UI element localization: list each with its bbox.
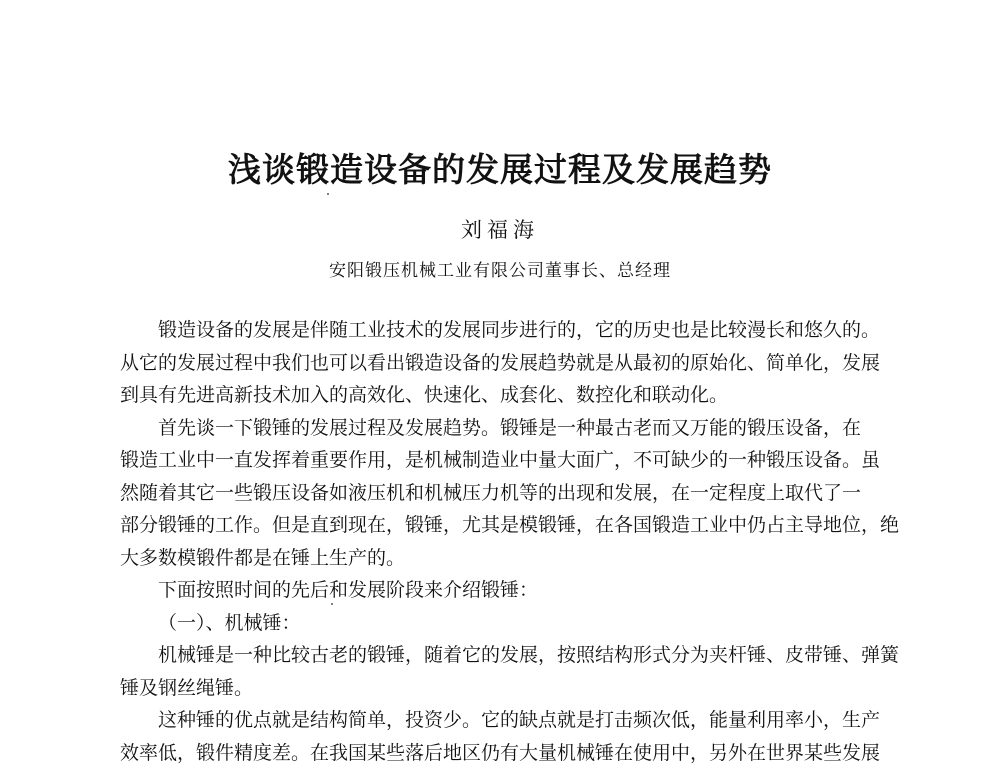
body-line: 从它的发展过程中我们也可以看出锻造设备的发展趋势就是从最初的原始化、简单化，发展 <box>120 347 900 380</box>
body-line: 部分锻锤的工作。但是直到现在，锻锤，尤其是模锻锤，在各国锻造工业中仍占主导地位，绝 <box>120 509 900 542</box>
body-line: 然随着其它一些锻压设备如液压机和机械压力机等的出现和发展，在一定程度上取代了一 <box>120 477 900 510</box>
body-line: 锤及钢丝绳锤。 <box>120 672 900 705</box>
scan-speck <box>327 193 329 195</box>
body-line: 首先谈一下锻锤的发展过程及发展趋势。锻锤是一种最古老而又万能的锻压设备，在 <box>120 412 900 445</box>
body-line: 这种锤的优点就是结构简单，投资少。它的缺点就是打击频次低，能量利用率小，生产 <box>120 704 900 737</box>
body-line: 效率低，锻件精度差。在我国某些落后地区仍有大量机械锤在使用中，另外在世界某些发展 <box>120 737 900 769</box>
body-line: 机械锤是一种比较古老的锻锤，随着它的发展，按照结构形式分为夹杆锤、皮带锤、弹簧 <box>120 639 900 672</box>
body-line: 锻造设备的发展是伴随工业技术的发展同步进行的，它的历史也是比较漫长和悠久的。 <box>120 314 900 347</box>
body-line: 到具有先进高新技术加入的高效化、快速化、成套化、数控化和联动化。 <box>120 379 900 412</box>
body-line: 锻造工业中一直发挥着重要作用，是机械制造业中量大面广，不可缺少的一种锻压设备。虽 <box>120 444 900 477</box>
section-heading: （一）、机械锤： <box>120 607 900 640</box>
author-name: 刘福海 <box>0 214 1000 244</box>
author-affiliation: 安阳锻压机械工业有限公司董事长、总经理 <box>0 256 1000 281</box>
paper-title: 浅谈锻造设备的发展过程及发展趋势 <box>0 144 1000 191</box>
body-line: 下面按照时间的先后和发展阶段来介绍锻锤： <box>120 574 900 607</box>
body-line: 大多数模锻件都是在锤上生产的。 <box>120 542 900 575</box>
article-body <box>120 314 900 769</box>
scan-speck <box>331 603 333 605</box>
